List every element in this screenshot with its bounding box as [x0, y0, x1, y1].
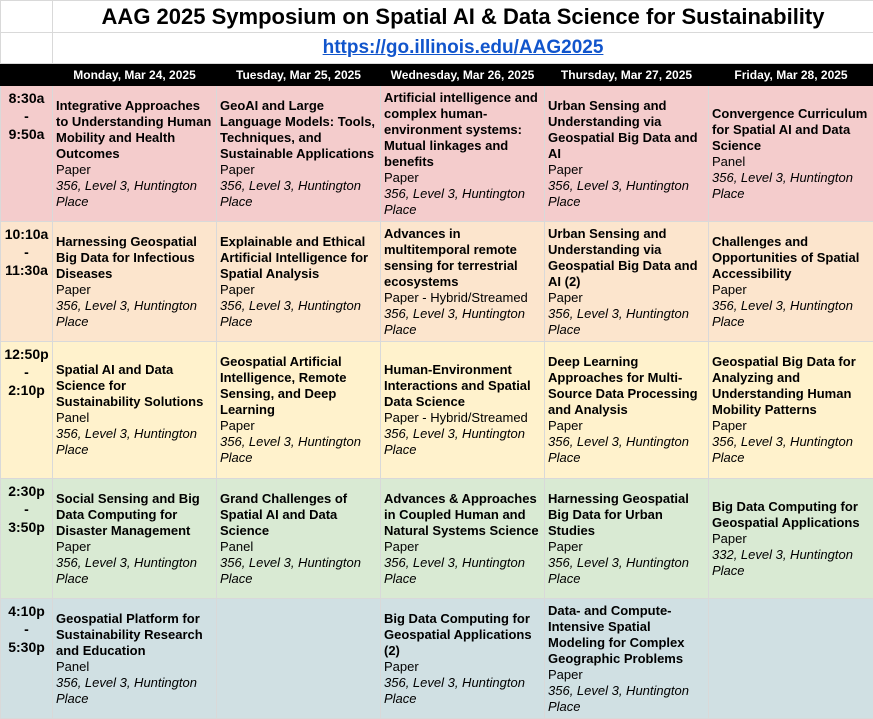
day-header: Friday, Mar 28, 2025: [709, 64, 873, 86]
time-end: 11:30a: [1, 261, 52, 279]
corner-cell: [1, 33, 53, 64]
session-cell: [709, 222, 873, 342]
session-location: 356, Level 3, Huntington Place: [384, 186, 542, 218]
session-location: 356, Level 3, Huntington Place: [56, 426, 214, 458]
session-cell: [217, 479, 381, 599]
session-title: Geospatial Big Data for Analyzing and Understanding Human Mobility Patterns: [712, 354, 871, 418]
session-title: GeoAI and Large Language Models: Tools, Techniques, and Sustainable Applications: [220, 98, 378, 162]
session-cell: [545, 599, 709, 719]
session-location: 356, Level 3, Huntington Place: [384, 555, 542, 587]
session-cell: [53, 222, 217, 342]
session-location: 356, Level 3, Huntington Place: [56, 555, 214, 587]
session-cell: [217, 86, 381, 222]
time-slot: [1, 342, 53, 479]
symposium-link-text[interactable]: https://go.illinois.edu/AAG2025: [323, 37, 604, 58]
session-type: Panel: [712, 154, 871, 170]
time-sep: -: [1, 363, 52, 381]
session-location: 356, Level 3, Huntington Place: [712, 170, 871, 202]
session-type: Paper: [56, 539, 214, 555]
session-location: 356, Level 3, Huntington Place: [56, 178, 214, 210]
session-title: Harnessing Geospatial Big Data for Urban Studies: [548, 491, 706, 539]
session-type: Paper - Hybrid/Streamed: [384, 410, 542, 426]
session-type: Paper: [220, 282, 378, 298]
time-slot: [1, 479, 53, 599]
time-start: 12:50p: [1, 345, 52, 363]
session-cell: [545, 342, 709, 479]
session-title: Geospatial Artificial Intelligence, Remote Sensing, and Deep Learning: [220, 354, 378, 418]
session-type: Paper: [548, 162, 706, 178]
session-cell: [217, 222, 381, 342]
session-cell: [381, 479, 545, 599]
session-type: Paper: [220, 162, 378, 178]
session-cell: [217, 599, 381, 719]
session-location: 356, Level 3, Huntington Place: [220, 555, 378, 587]
session-cell: [381, 222, 545, 342]
session-cell: [217, 342, 381, 479]
session-title: Artificial intelligence and complex human-environment systems: Mutual linkages and benefits: [384, 90, 542, 170]
time-end: 9:50a: [1, 125, 52, 143]
session-title: Grand Challenges of Spatial AI and Data Science: [220, 491, 378, 539]
session-cell: [381, 599, 545, 719]
session-cell: [545, 479, 709, 599]
session-location: 356, Level 3, Huntington Place: [384, 306, 542, 338]
day-header: Wednesday, Mar 26, 2025: [381, 64, 545, 86]
time-slot-row: [1, 599, 873, 719]
session-title: Spatial AI and Data Science for Sustainability Solutions: [56, 362, 214, 410]
session-type: Paper: [548, 418, 706, 434]
session-type: Paper: [384, 539, 542, 555]
time-start: 4:10p: [1, 602, 52, 620]
time-end: 2:10p: [1, 381, 52, 399]
session-title: Explainable and Ethical Artificial Intelligence for Spatial Analysis: [220, 234, 378, 282]
session-title: Social Sensing and Big Data Computing for Disaster Management: [56, 491, 214, 539]
session-location: 356, Level 3, Huntington Place: [712, 434, 871, 466]
time-end: 5:30p: [1, 638, 52, 656]
session-title: Big Data Computing for Geospatial Applications: [712, 499, 871, 531]
session-type: Paper: [712, 418, 871, 434]
corner-cell: [1, 1, 53, 33]
day-header: Thursday, Mar 27, 2025: [545, 64, 709, 86]
session-cell: [381, 86, 545, 222]
session-location: 356, Level 3, Huntington Place: [548, 555, 706, 587]
session-title: Harnessing Geospatial Big Data for Infectious Diseases: [56, 234, 214, 282]
session-type: Paper - Hybrid/Streamed: [384, 290, 542, 306]
session-type: Panel: [56, 410, 214, 426]
session-cell: [53, 86, 217, 222]
time-sep: -: [1, 107, 52, 125]
session-location: 356, Level 3, Huntington Place: [712, 298, 871, 330]
session-type: Panel: [220, 539, 378, 555]
session-title: Urban Sensing and Understanding via Geospatial Big Data and AI: [548, 98, 706, 162]
session-cell: [545, 222, 709, 342]
time-header: [1, 64, 53, 86]
session-title: Integrative Approaches to Understanding Human Mobility and Health Outcomes: [56, 98, 214, 162]
session-type: Paper: [548, 667, 706, 683]
session-title: Human-Environment Interactions and Spatial Data Science: [384, 362, 542, 410]
session-type: Paper: [384, 170, 542, 186]
time-slot: [1, 599, 53, 719]
session-type: Paper: [220, 418, 378, 434]
session-location: 356, Level 3, Huntington Place: [548, 683, 706, 715]
time-start: 10:10a: [1, 225, 52, 243]
time-slot: [1, 86, 53, 222]
time-slot-row: [1, 222, 873, 342]
session-location: 356, Level 3, Huntington Place: [220, 298, 378, 330]
session-cell: [709, 86, 873, 222]
session-title: Data- and Compute-Intensive Spatial Modeling for Complex Geographic Problems: [548, 603, 706, 667]
session-location: 356, Level 3, Huntington Place: [548, 434, 706, 466]
session-cell: [709, 479, 873, 599]
session-location: 356, Level 3, Huntington Place: [384, 426, 542, 458]
session-location: 356, Level 3, Huntington Place: [56, 298, 214, 330]
session-type: Paper: [384, 659, 542, 675]
session-location: 356, Level 3, Huntington Place: [56, 675, 214, 707]
session-location: 332, Level 3, Huntington Place: [712, 547, 871, 579]
time-start: 2:30p: [1, 482, 52, 500]
session-title: Urban Sensing and Understanding via Geospatial Big Data and AI (2): [548, 226, 706, 290]
session-type: Paper: [548, 539, 706, 555]
time-slot-row: [1, 86, 873, 222]
symposium-link[interactable]: [53, 33, 873, 64]
time-end: 3:50p: [1, 518, 52, 536]
session-type: Paper: [712, 282, 871, 298]
time-sep: -: [1, 620, 52, 638]
session-cell: [53, 479, 217, 599]
session-location: 356, Level 3, Huntington Place: [220, 178, 378, 210]
session-location: 356, Level 3, Huntington Place: [548, 306, 706, 338]
session-type: Paper: [548, 290, 706, 306]
day-header: Tuesday, Mar 25, 2025: [217, 64, 381, 86]
session-cell: [53, 342, 217, 479]
session-title: Convergence Curriculum for Spatial AI and Data Science: [712, 106, 871, 154]
session-cell: [545, 86, 709, 222]
page-title: AAG 2025 Symposium on Spatial AI & Data Science for Sustainability: [53, 1, 873, 33]
time-sep: -: [1, 243, 52, 261]
session-type: Paper: [56, 282, 214, 298]
session-type: Paper: [56, 162, 214, 178]
session-cell: [381, 342, 545, 479]
time-start: 8:30a: [1, 89, 52, 107]
session-title: Challenges and Opportunities of Spatial Accessibility: [712, 234, 871, 282]
session-location: 356, Level 3, Huntington Place: [384, 675, 542, 707]
session-type: Panel: [56, 659, 214, 675]
session-location: 356, Level 3, Huntington Place: [548, 178, 706, 210]
time-slot: [1, 222, 53, 342]
session-type: Paper: [712, 531, 871, 547]
session-location: 356, Level 3, Huntington Place: [220, 434, 378, 466]
session-title: Advances in multitemporal remote sensing for terrestrial ecosystems: [384, 226, 542, 290]
time-sep: -: [1, 500, 52, 518]
session-title: Big Data Computing for Geospatial Applications (2): [384, 611, 542, 659]
session-cell: [53, 599, 217, 719]
session-cell: [709, 342, 873, 479]
time-slot-row: [1, 342, 873, 479]
day-header-row: [1, 64, 873, 86]
session-title: Advances & Approaches in Coupled Human and Natural Systems Science: [384, 491, 542, 539]
day-header: Monday, Mar 24, 2025: [53, 64, 217, 86]
time-slot-row: [1, 479, 873, 599]
session-title: Geospatial Platform for Sustainability Research and Education: [56, 611, 214, 659]
session-cell: [709, 599, 873, 719]
session-title: Deep Learning Approaches for Multi-Source Data Processing and Analysis: [548, 354, 706, 418]
